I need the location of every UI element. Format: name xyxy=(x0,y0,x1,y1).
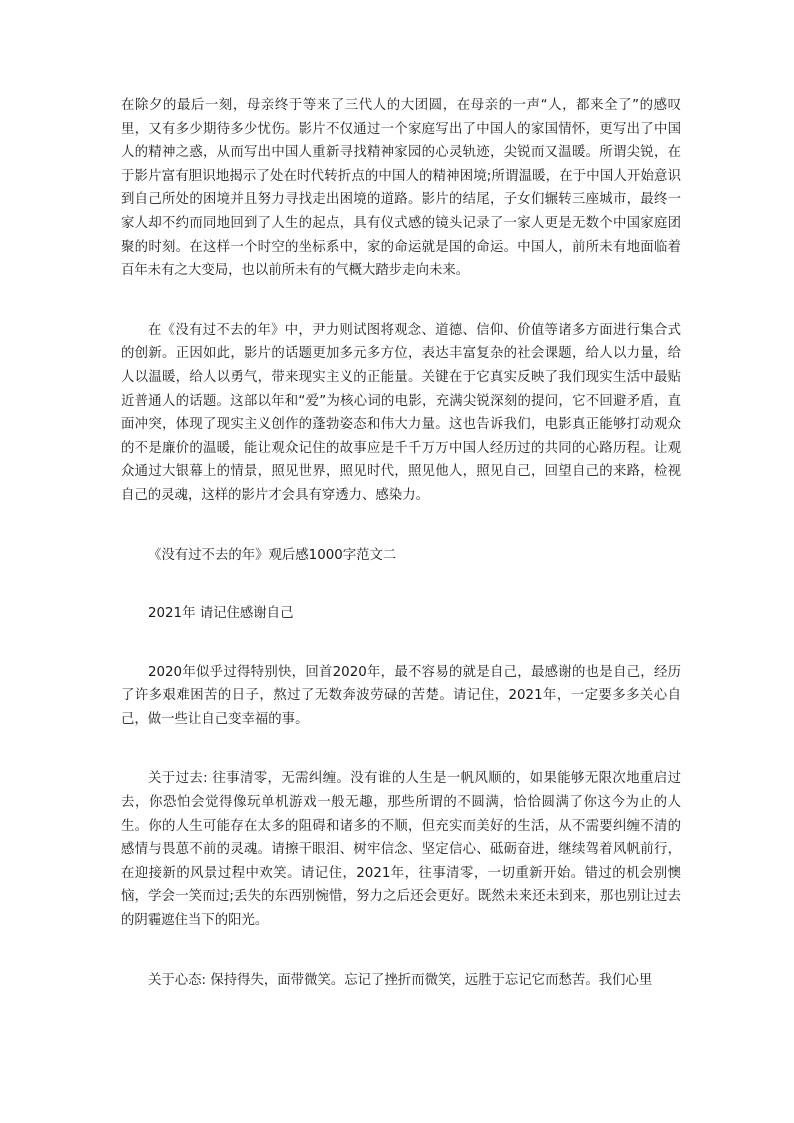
paragraph-family-reunion: 在除夕的最后一刻，母亲终于等来了三代人的大团圆，在母亲的一声“人，都来全了”的感叹里，又有多少期待多少忧伤。影片不仅通过一个家庭写出了中国人的家国情怀，更写出了中国人的精神之惑，从而写出中国人重新寻找精神家园的心灵轨迹，尖锐而又温暖。所谓尖锐，在于影片富有胆识地揭示了处在时代转折点的中国人的精神困境;所谓温暖，在于中国人开始意识到自己所处的困境并且努力寻找走出困境的道路。影片的结尾，子女们辗转三座城市，最终一家人却不约而同地回到了人生的起点，具有仪式感的镜头记录了一家人更是无数个中国家庭团聚的时刻。在这样一个时空的坐标系中，家的命运就是国的命运。中国人，前所未有地面临着百年未有之大变局，也以前所未有的气概大踏步走向未来。 xyxy=(121,98,681,279)
article-title: 2021年 请记住感谢自己 xyxy=(148,606,294,622)
paragraph-spacer xyxy=(121,283,681,319)
paragraph-about-mindset: 关于心态: 保持得失，面带微笑。忘记了挫折而微笑，远胜于忘记它而愁苦。我们心里 xyxy=(148,972,653,988)
paragraph-spacer xyxy=(121,626,681,661)
paragraph-spacer xyxy=(121,731,681,767)
paragraph-spacer xyxy=(121,933,681,969)
paragraph-spacer xyxy=(121,508,681,544)
section-heading: 《没有过不去的年》观后感1000字范文二 xyxy=(148,547,397,563)
paragraph-spacer xyxy=(121,567,681,602)
paragraph-intro: 2020年似乎过得特别快，回首2020年，最不容易的就是自己，最感谢的也是自己，经历了许多艰难困苦的日子，熬过了无数奔波劳碌的苦楚。请记住，2021年，一定要多多关心自己，做一些让自己变幸福的事。 xyxy=(121,664,681,727)
paragraph-about-past: 关于过去: 往事清零，无需纠缠。没有谁的人生是一帆风顺的，如果能够无限次地重启过去，你恐怕会觉得像玩单机游戏一般无趣，那些所谓的不圆满，恰恰圆满了你这今为止的人生。你的人生可能存在太多的阻碍和诸多的不顺，但充实而美好的生活，从不需要纠缠不清的感情与畏葸不前的灵魂。请擦干眼泪、树牢信念、坚定信心、砥砺奋进，继续驾着风帆前行，在迎接新的风景过程中欢笑。请记住，2021年，往事清零，一切重新开始。错过的机会别懊恼，学会一笑而过;丢失的东西别惋惜，努力之后还会更好。既然未来还未到来，那也别让过去的阴霾遮住当下的阳光。 xyxy=(121,771,681,929)
document-body xyxy=(121,94,681,992)
paragraph-innovation: 在《没有过不去的年》中，尹力则试图将观念、道德、信仰、价值等诸多方面进行集合式的创新。正因如此，影片的话题更加多元多方位，表达丰富复杂的社会课题，给人以力量，给人以温暖，给人以勇气，带来现实主义的正能量。关键在于它真实反映了我们现实生活中最贴近普通人的话题。这部以年和“爱”为核心词的电影，充满尖锐深刻的提问，它不回避矛盾，直面冲突，体现了现实主义创作的蓬勃姿态和伟大力量。这也告诉我们，电影真正能够打动观众的不是廉价的温暖，能让观众记住的故事应是千千万万中国人经历过的共同的心路历程。让观众通过大银幕上的情景，照见世界，照见时代，照见他人，照见自己，回望自己的来路，检视自己的灵魂，这样的影片才会具有穿透力、感染力。 xyxy=(121,322,681,503)
